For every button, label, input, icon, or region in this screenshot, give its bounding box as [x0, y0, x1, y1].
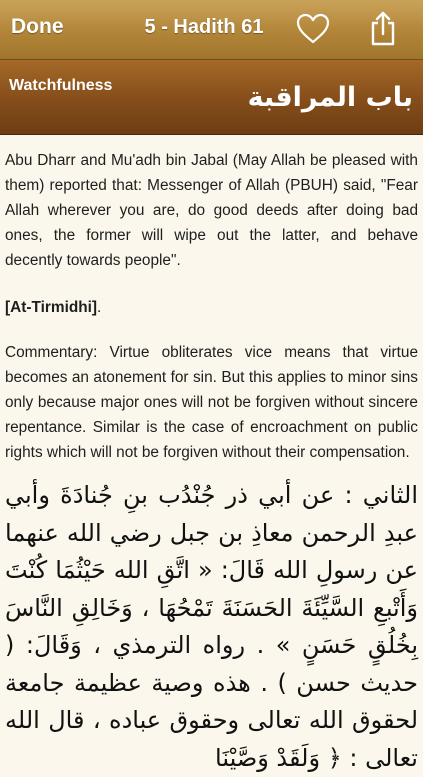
hadith-commentary: Commentary: Virtue obliterates vice means that virtue becomes an atonement for sin. But this applies to minor sins only because major ones will not be forgiven without sincere repentance. Similar is the case of encroachment on public rights which will not be forgiven without their compensation. [5, 344, 418, 461]
hadith-english-text: Abu Dharr and Mu'adh bin Jabal (May Allah be pleased with them) reported that: Messenger of Allah (PBUH) said, "Fear Allah wherever you are, do good deeds after doing bad ones, the former will wipe out the latter, and behave decently towards people". [5, 152, 418, 269]
reference-source: [At-Tirmidhi] [5, 299, 98, 316]
hadith-reference [5, 295, 418, 320]
navigation-bar [0, 0, 423, 60]
hadith-arabic-text: الثاني : عن أبي ذر جُنْدُب بنِ جُنادَةَ وأبي عبدِ الرحمن معاذِ بن جبل رضي الله عنهما عن رسولِ الله قَالَ: « اتَّقِ الله حَيْثُمَا كُنْتَ وَأَتْبعِ السَّيِّئَةَ الحَسَنَةَ تَمْحُهَا ، وَخَالِقِ النَّاسَ بِخُلُقٍ حَسَنٍ » . رواه الترمذي ، وَقَالَ: ( حديث حسن ) . هذه وصية عظيمة جامعة لحقوق الله تعالى وحقوق عباده ، قال الله تعالى : ﴿ وَلَقَدْ وَصَّيْنَا [5, 481, 418, 772]
reference-suffix: . [97, 299, 102, 316]
heart-outline-icon[interactable] [296, 13, 330, 45]
hadith-title: 5 - Hadith 61 [144, 16, 264, 38]
done-button[interactable]: Done [11, 15, 64, 38]
hadith-content [5, 142, 418, 777]
chapter-header [0, 60, 423, 135]
share-icon[interactable] [369, 10, 397, 46]
chapter-title-english: Watchfulness [9, 77, 113, 94]
chapter-title-arabic: باب المراقبة [247, 82, 413, 113]
